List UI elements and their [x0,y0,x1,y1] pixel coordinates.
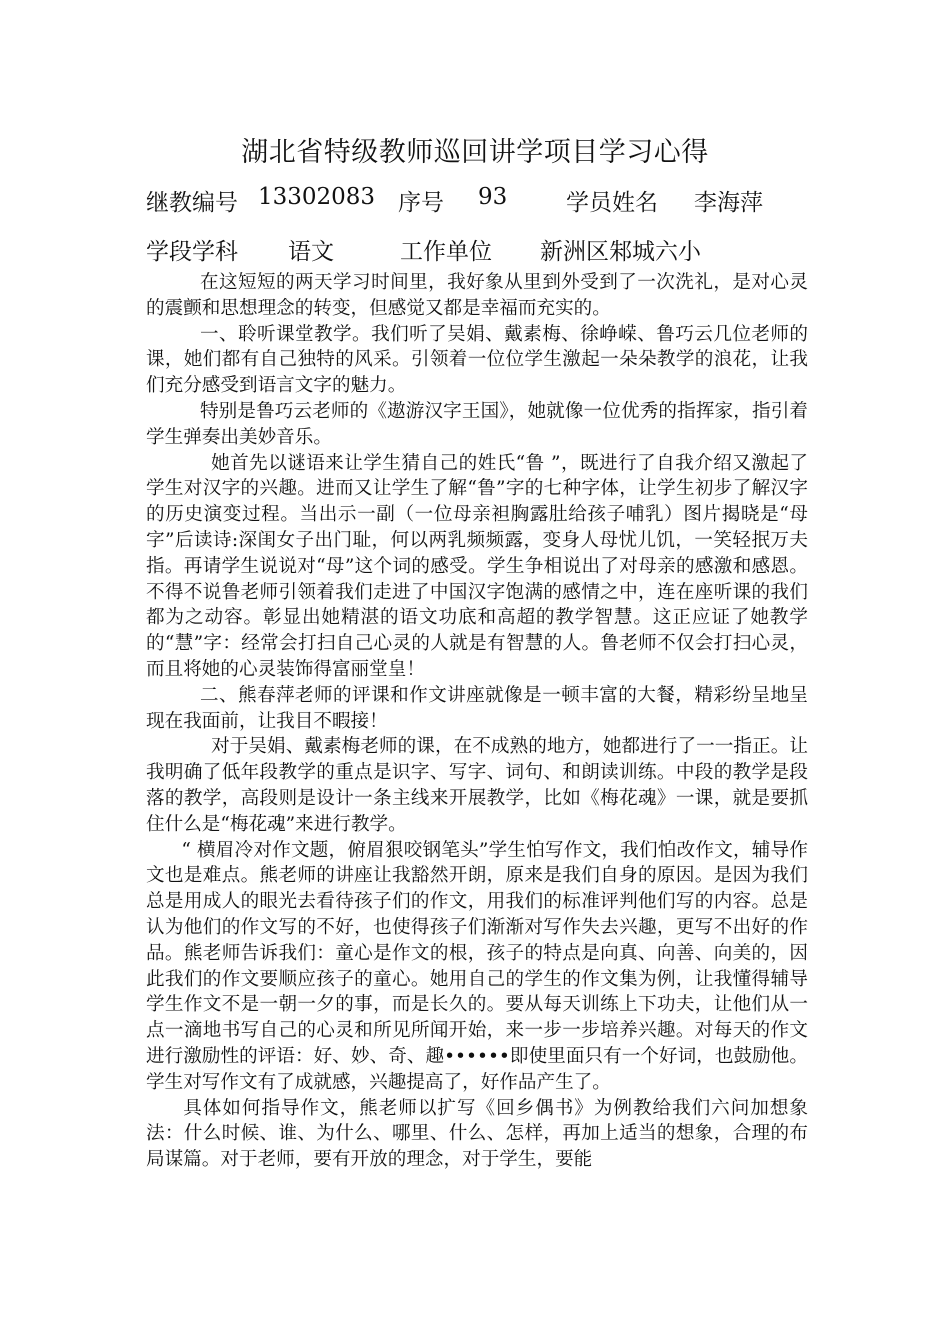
name-label: 学员姓名 [566,190,658,216]
paragraph-8: 具体如何指导作文，熊老师以扩写《回乡偶书》为例教给我们六问加想象法：什么时候、谁、为什么、哪里、什么、怎样，再加上适当的想象，合理的布局谋篇。对于老师，要有开放的理念，对于学生，要能 [146,1097,808,1171]
paragraph-1: 在这短短的两天学习时间里，我好象从里到外受到了一次洗礼，是对心灵的震颤和思想理念的转变，但感觉又都是幸福而充实的。 [146,272,808,319]
paragraph-6: 对于吴娟、戴素梅老师的课，在不成熟的地方，她都进行了一一指正。让我明确了低年段教学的重点是识字、写字、词句、和朗读训练。中段的教学是段落的教学，高段则是设计一条主线来开展教学，比如《梅花魂》一课，就是要抓住什么是“梅花魂”来进行教学。 [146,736,808,835]
document-title: 湖北省特级教师巡回讲学项目学习心得 [241,137,709,168]
id-label: 继教编号 [146,190,238,216]
seq-value: 93 [478,184,508,210]
info-row-2 [146,233,846,267]
seq-label: 序号 [398,190,444,216]
paragraph-2: 一、聆听课堂教学。我们听了吴娟、戴素梅、徐峥嵘、鲁巧云几位老师的课，她们都有自己独特的风采。引领着一位位学生激起一朵朵教学的浪花，让我们充分感受到语言文字的魅力。 [146,323,808,397]
name-value: 李海萍 [694,190,763,216]
document-body [146,270,808,1173]
subject-label: 学段学科 [146,239,238,265]
id-value: 13302083 [258,184,376,210]
paragraph-7: “ 横眉冷对作文题，俯眉狠咬钢笔头”学生怕写作文，我们怕改作文，辅导作文也是难点。熊老师的讲座让我豁然开朗，原来是我们自身的原因。是因为我们总是用成人的眼光去看待孩子们的作文，用我们的标准评判他们写的内容。总是认为他们的作文写的不好，也使得孩子们渐渐对写作失去兴趣，更写不出好的作品。熊老师告诉我们：童心是作文的根，孩子的特点是向真、向善、向美的，因此我们的作文要顺应孩子的童心。她用自己的学生的作文集为例，让我懂得辅导学生作文不是一朝一夕的事，而是长久的。要从每天训练上下功夫，让他们从一点一滴地书写自己的心灵和所见所闻开始，来一步一步培养兴趣。对每天的作文进行激励性的评语：好、妙、奇、趣••••••即使里面只有一个好词，也鼓励他。学生对写作文有了成就感，兴趣提高了，好作品产生了。 [146,839,808,1093]
paragraph-4: 她首先以谜语来让学生猜自己的姓氏“鲁 ”，既进行了自我介绍又激起了学生对汉字的兴趣。进而又让学生了解“鲁”字的七种字体，让学生初步了解汉字的历史演变过程。当出示一副（一位母亲袒胸露肚给孩子哺乳）图片揭晓是“母字”后读诗:深闺女子出门耻，何以两乳频频露，变身人母忧儿饥，一笑轻抿万夫指。再请学生说说对“母”这个词的感受。学生争相说出了对母亲的感激和感恩。不得不说鲁老师引领着我们走进了中国汉字饱满的感情之中，连在座听课的我们都为之动容。彰显出她精湛的语文功底和高超的教学智慧。这正应证了她教学的“慧”字：经常会打扫自己心灵的人就是有智慧的人。鲁老师不仅会打扫心灵，而且将她的心灵装饰得富丽堂皇！ [146,452,808,680]
unit-value: 新洲区邾城六小 [540,239,701,265]
info-row-1 [146,184,846,218]
paragraph-5: 二、熊春萍老师的评课和作文讲座就像是一顿丰富的大餐，精彩纷呈地呈现在我面前，让我目不暇接！ [146,684,808,732]
paragraph-3: 特别是鲁巧云老师的《遨游汉字王国》，她就像一位优秀的指挥家，指引着学生弹奏出美妙音乐。 [146,400,808,448]
unit-label: 工作单位 [400,239,492,265]
subject-value: 语文 [288,239,334,265]
